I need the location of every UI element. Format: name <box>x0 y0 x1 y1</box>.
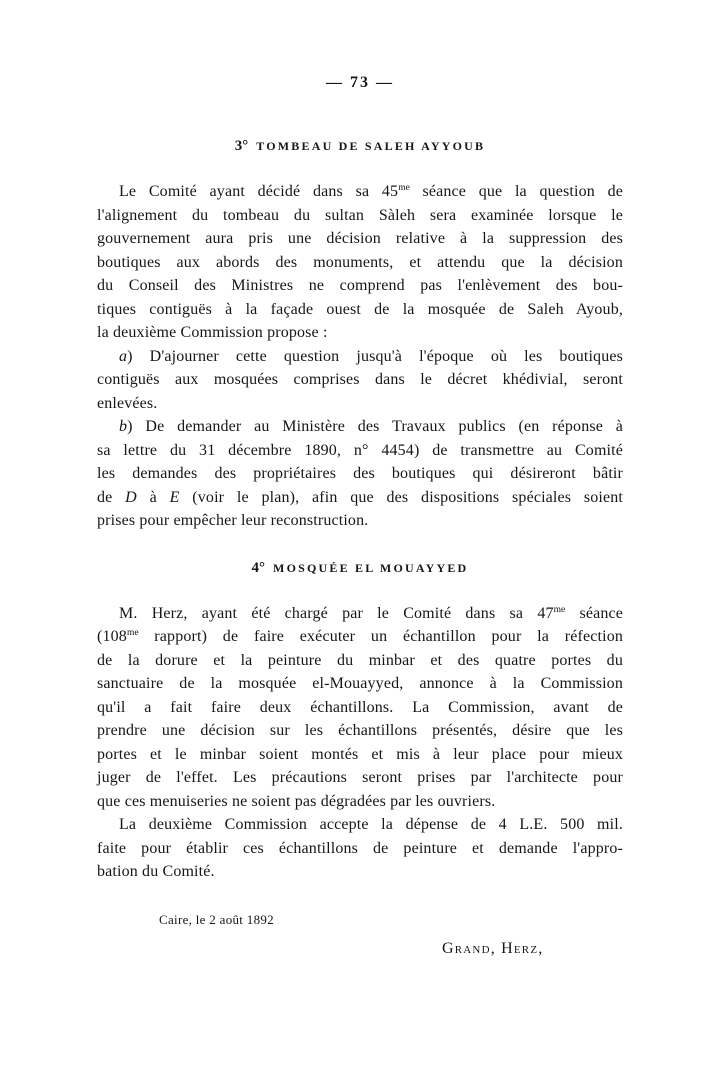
paragraph <box>97 813 623 884</box>
text-line: Le Comité ayant décidé dans sa $45^{me}$ séance que la question de <box>119 183 623 200</box>
paragraph <box>97 415 623 533</box>
text-line: b) De demander au Ministère des Travaux publics (en réponse à <box>119 418 623 435</box>
sections <box>97 137 623 884</box>
text-line: de la dorure et la peinture du minbar et des quatre portes du <box>97 651 623 669</box>
text-line: M. Herz, ayant été chargé par le Comité dans sa $47^{me}$ séance <box>119 604 623 622</box>
text-line: sa lettre du 31 décembre 1890, n° 4454) de transmettre au Comité <box>97 441 623 459</box>
text-line: a) D'ajourner cette question jusqu'à l'époque où les boutiques <box>119 347 623 365</box>
text-line: portes et le minbar soient montés et mis à leur place pour mieux <box>97 745 623 763</box>
section-heading-title: MOSQUÉE EL MOUAYYED <box>273 560 469 575</box>
text-line: que ces menuiseries ne soient pas dégradées par les ouvriers. <box>97 792 496 810</box>
text-line: qu'il a fait faire deux échantillons. La Commission, avant de <box>97 698 623 716</box>
section-heading-number: 3° <box>234 138 249 154</box>
text-line: l'alignement du tombeau du sultan Sàleh sera examinée lorsque le <box>97 206 623 224</box>
text-line: juger de l'effet. Les précautions seront prises par l'architecte pour <box>97 769 623 786</box>
page-number: — 73 — <box>326 74 394 91</box>
section-paragraphs <box>97 180 623 533</box>
text-line: prises pour empêcher leur reconstruction. <box>97 512 369 529</box>
text-line: bation du Comité. <box>97 863 215 880</box>
section-paragraphs <box>97 602 623 884</box>
text-line: enlevées. <box>97 394 158 412</box>
text-line: faite pour établir ces échantillons de peinture et demande l'appro- <box>97 839 623 857</box>
text-line: La deuxième Commission accepte la dépense de 4 L.E. 500 mil. <box>119 816 623 833</box>
text-block <box>97 0 623 958</box>
section-heading <box>97 559 623 577</box>
dateline: Caire, le 2 août 1892 <box>159 911 274 927</box>
text-line: la deuxième Commission propose : <box>97 324 328 341</box>
text-line: les demandes des propriétaires des boutiques qui désireront bâtir <box>97 465 623 482</box>
text-line: contiguës aux mosquées comprises dans le décret khédivial, seront <box>97 371 623 388</box>
text-line: gouvernement aura pris une décision relative à la suppression des <box>97 230 623 247</box>
section-heading-number: 4° <box>251 559 266 576</box>
text-line: prendre une décision sur les échantillons présentés, désire que les <box>97 722 623 739</box>
text-line: sanctuaire de la mosquée el-Mouayyed, annonce à la Commission <box>97 675 623 692</box>
text-line: tiques contiguës à la façade ouest de la mosquée de Saleh Ayoub, <box>97 300 623 318</box>
text-line: boutiques aux abords des monuments, et attendu que la décision <box>97 253 623 271</box>
paragraph <box>97 602 623 814</box>
signature: Grand, Herz, <box>442 939 544 957</box>
section-heading-title: TOMBEAU DE SALEH AYYOUB <box>256 139 486 153</box>
text-line: ($108^{me}$ rapport) de faire exécuter un échantillon pour la réfection <box>97 628 623 645</box>
document-section <box>97 137 623 533</box>
text-line: de D à E (voir le plan), afin que des dispositions spéciales soient <box>97 488 624 506</box>
paragraph <box>97 180 623 345</box>
text-line: du Conseil des Ministres ne comprend pas l'enlèvement des bou- <box>97 277 623 294</box>
document-section <box>97 559 623 884</box>
paragraph <box>97 345 623 416</box>
section-heading <box>97 137 623 155</box>
